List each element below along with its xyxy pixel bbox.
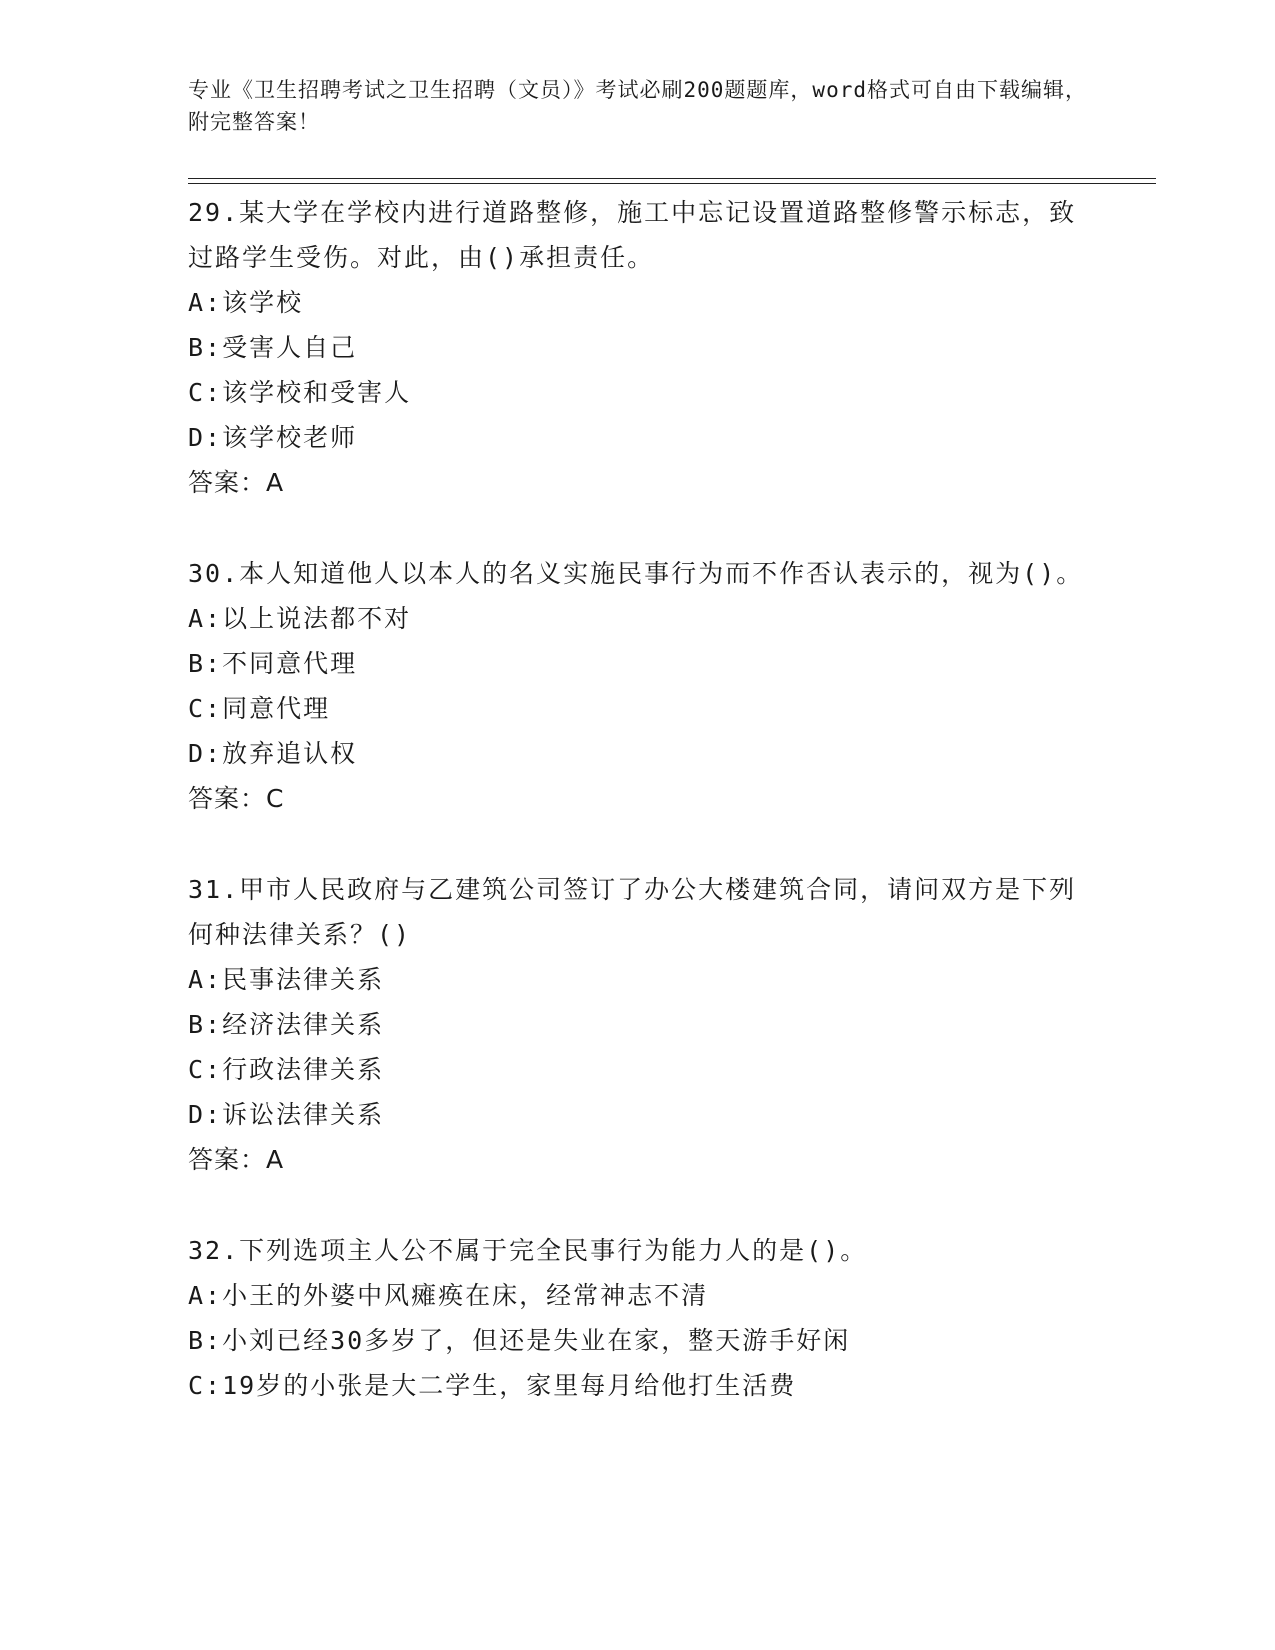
option-c: C:该学校和受害人 [188, 378, 412, 407]
option-c: C:同意代理 [188, 694, 331, 723]
question-text: 32.下列选项主人公不属于完全民事行为能力人的是()。 [188, 1236, 868, 1265]
question-29 [188, 190, 1088, 505]
option-b: B:受害人自己 [188, 333, 358, 362]
option-c: C:19岁的小张是大二学生，家里每月给他打生活费 [188, 1371, 797, 1400]
option-a: A:民事法律关系 [188, 965, 385, 994]
document-header: 专业《卫生招聘考试之卫生招聘（文员）》考试必刷200题题库，word格式可自由下载编辑，附完整答案！ [188, 78, 1087, 134]
option-d: D:放弃追认权 [188, 739, 358, 768]
header-divider-bottom [188, 183, 1156, 184]
option-b: B:不同意代理 [188, 649, 358, 678]
question-32 [188, 1228, 1088, 1408]
option-b: B:小刘已经30多岁了，但还是失业在家，整天游手好闲 [188, 1326, 851, 1355]
option-b: B:经济法律关系 [188, 1010, 385, 1039]
option-a: A:以上说法都不对 [188, 604, 412, 633]
question-text: 31.甲市人民政府与乙建筑公司签订了办公大楼建筑合同，请问双方是下列何种法律关系？() [188, 875, 1077, 949]
answer-line: 答案：A [188, 468, 285, 497]
question-list [188, 190, 1088, 1454]
question-31 [188, 867, 1088, 1182]
option-a: A:该学校 [188, 288, 304, 317]
question-30 [188, 551, 1088, 821]
option-d: D:该学校老师 [188, 423, 358, 452]
option-c: C:行政法律关系 [188, 1055, 385, 1084]
option-a: A:小王的外婆中风瘫痪在床，经常神志不清 [188, 1281, 709, 1310]
option-d: D:诉讼法律关系 [188, 1100, 385, 1129]
header-divider-top [188, 178, 1156, 179]
answer-line: 答案：C [188, 784, 285, 813]
question-text: 29.某大学在学校内进行道路整修，施工中忘记设置道路整修警示标志，致过路学生受伤。对此，由()承担责任。 [188, 198, 1077, 272]
question-text: 30.本人知道他人以本人的名义实施民事行为而不作否认表示的，视为()。 [188, 559, 1084, 588]
answer-line: 答案：A [188, 1145, 285, 1174]
